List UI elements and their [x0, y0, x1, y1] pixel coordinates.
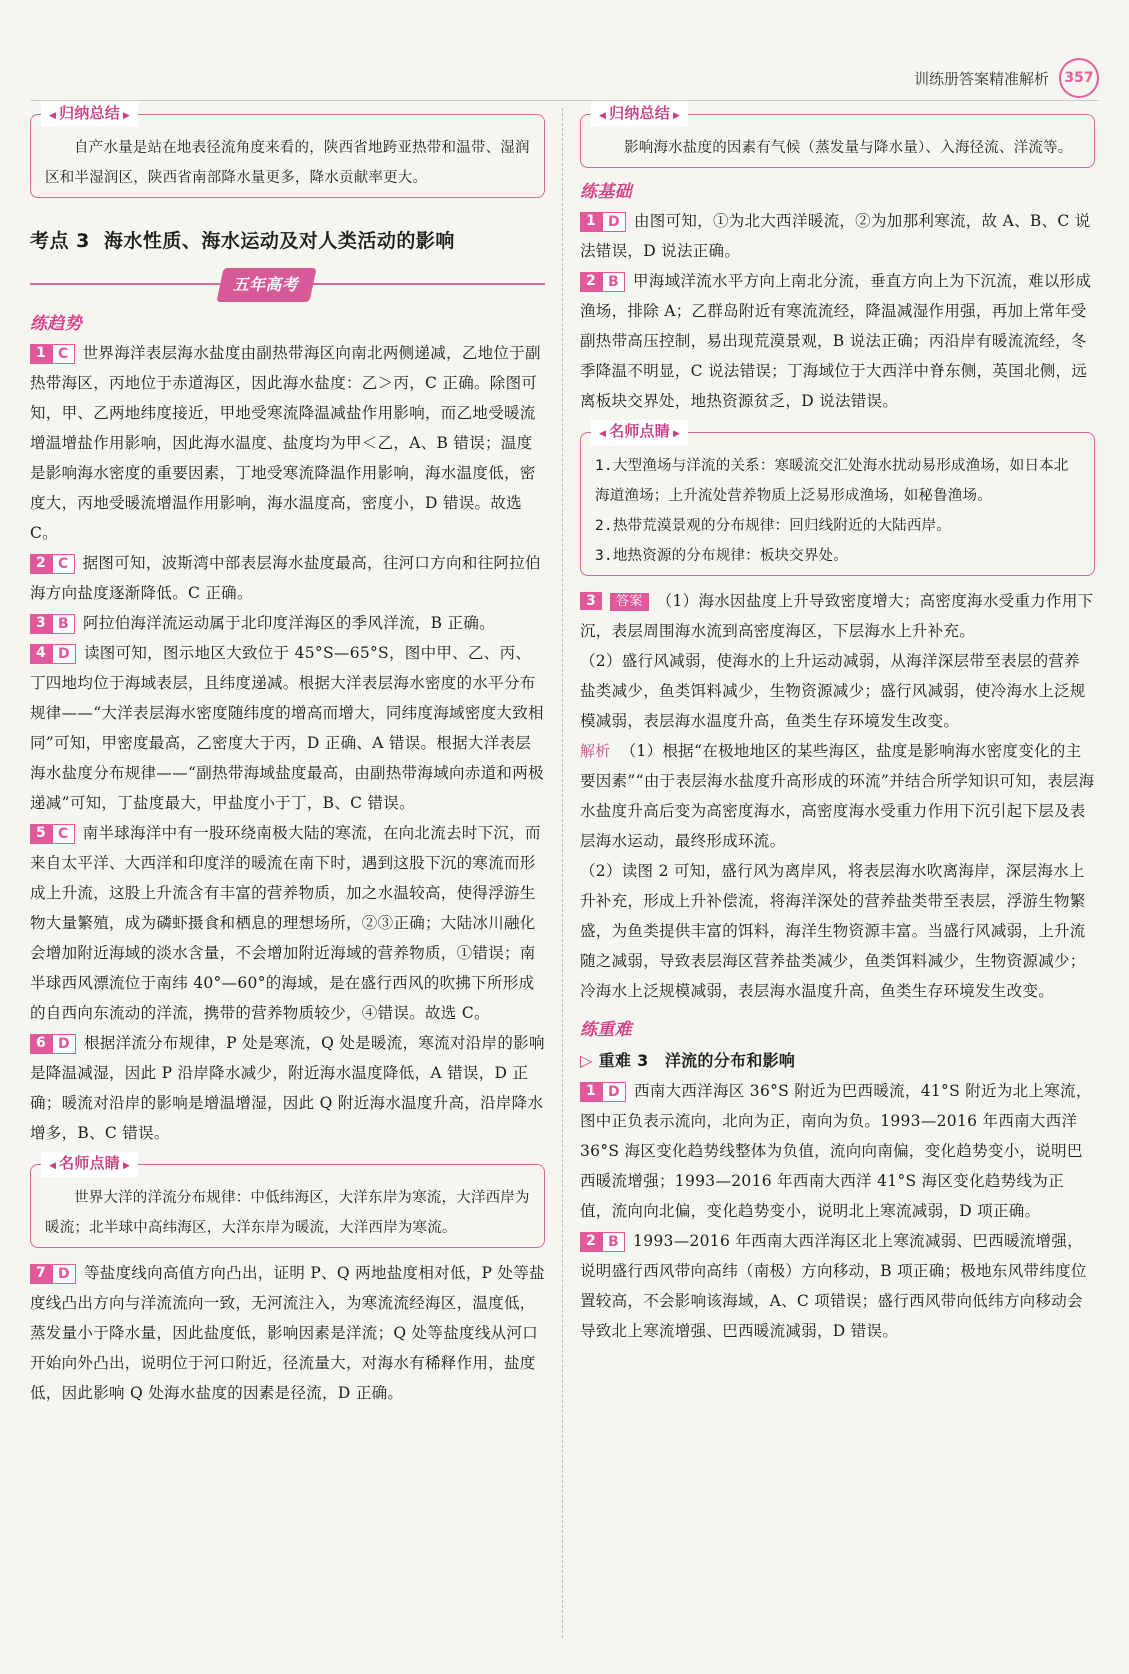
summary-box	[580, 104, 1095, 168]
subsection-band	[30, 266, 545, 300]
tip-box-title: ◀ 名师点睛 ▶	[41, 1152, 138, 1177]
tip-line: 3.地热资源的分布规律：板块交界处。	[595, 548, 849, 564]
question-badge: 6 D	[30, 1034, 76, 1054]
summary-box	[30, 104, 545, 198]
section-number: 考点 3	[30, 230, 90, 252]
answer-label: 答案	[610, 593, 649, 611]
question-badge: 2 B	[580, 1232, 625, 1252]
answer-item	[30, 638, 545, 818]
triangle-icon: ▷	[580, 1051, 593, 1070]
right-column	[580, 104, 1095, 1346]
subtopic-title: 重难 3 洋流的分布和影响	[598, 1051, 796, 1070]
answer-item	[580, 206, 1095, 266]
question-badge: 5 C	[30, 824, 75, 844]
answer-text: （1）海水因盐度上升导致密度增大；高密度海水受重力作用下沉，表层周围海水流到高密度海区，下层海水上升补充。	[580, 592, 1094, 640]
tip-box	[580, 422, 1095, 576]
answer-text: 甲海域洋流水平方向上南北分流，垂直方向上为下沉流，难以形成渔场，排除 A；乙群岛附近有寒流流经，降温减湿作用强，再加上常年受副热带高压控制，易出现荒漠景观，B 说法正确；丙沿岸有暖流流经，冬季降温不明显，C 说法错误；丁海域位于大西洋中脊东侧，英国北侧，远离板块交界处，地热资源贫乏，D 说法错误。	[580, 272, 1092, 410]
question-badge: 3	[580, 592, 602, 610]
page-header	[914, 58, 1099, 98]
column-divider	[562, 108, 563, 1638]
answer-text: 等盐度线向高值方向凸出，证明 P、Q 两地盐度相对低，P 处等盐度线凸出方向与洋流流向一致，无河流注入，为寒流流经海区，温度低，蒸发量小于降水量，因此盐度低，影响因素是洋流；Q 处等盐度线从河口开始向外凸出，说明位于河口附近，径流量大，对海水有稀释作用，盐度低，因此影响 Q 处海水盐度的因素是径流，D 正确。	[30, 1264, 545, 1402]
tip-box-title: ◀ 名师点睛 ▶	[591, 420, 688, 445]
analysis-label: 解析	[580, 742, 611, 760]
answer-item	[30, 1028, 545, 1148]
answer-text: 1993—2016 年西南大西洋海区北上寒流减弱、巴西暖流增强，说明盛行西风带向高纬（南极）方向移动，B 项正确；极地东风带纬度位置较高，不会影响该海域，A、C 项错误；盛行西风带向低纬方向移动会导致北上寒流增强、巴西暖流减弱，D 错误。	[580, 1232, 1087, 1340]
answer-item	[30, 1258, 545, 1408]
analysis-item	[580, 736, 1095, 856]
question-badge: 1 D	[580, 212, 626, 232]
summary-box-title: ◀ 归纳总结 ▶	[41, 102, 138, 127]
answer-item	[580, 1226, 1095, 1346]
answer-item	[580, 266, 1095, 416]
question-badge: 1 C	[30, 344, 75, 364]
question-badge: 2 B	[580, 272, 625, 292]
answer-item	[30, 338, 545, 548]
answer-item	[580, 1076, 1095, 1226]
tag-difficult: 练重难	[580, 1020, 632, 1040]
section-heading	[30, 226, 545, 256]
header-title: 训练册答案精准解析	[913, 69, 1049, 88]
answer-item	[580, 586, 1095, 646]
answer-text: 根据洋流分布规律，P 处是寒流，Q 处是暖流，寒流对沿岸的影响是降温减湿，因此 P 沿岸降水减少，附近海水温度降低，A 错误，D 正确；暖流对沿岸的影响是增温增湿，因此 Q 附近海水温度升高，沿岸降水增多，B、C 错误。	[30, 1034, 545, 1142]
tag-basic: 练基础	[580, 182, 632, 202]
tip-line: 1.大型渔场与洋流的关系：寒暖流交汇处海水扰动易形成渔场，如日本北海道渔场；上升流处营养物质上泛易形成渔场，如秘鲁渔场。	[595, 458, 1069, 504]
band-label: 五年高考	[216, 268, 316, 302]
question-badge: 3 B	[30, 614, 75, 634]
answer-text: 西南大西洋海区 36°S 附近为巴西暖流，41°S 附近为北上寒流，图中正负表示流向，北向为正，南向为负。1993—2016 年西南大西洋 36°S 海区变化趋势线整体为负值，流向向南偏，变化趋势变小，说明巴西暖流增强；1993—2016 年西南大西洋 41°S 海区变化趋势线为正值，流向向北偏，变化趋势变小，说明北上寒流减弱，D 项正确。	[580, 1082, 1092, 1220]
question-badge: 1 D	[580, 1082, 626, 1102]
answer-text: 世界海洋表层海水盐度由副热带海区向南北两侧递减，乙地位于副热带海区，丙地位于赤道海区，因此海水盐度：乙＞丙，C 正确。除图可知，甲、乙两地纬度接近，甲地受寒流降温减盐作用影响，而乙地受暖流增温增盐作用影响，因此海水温度、盐度均为甲＜乙，A、B 错误；温度是影响海水密度的重要因素，丁地受寒流降温作用影响，海水温度低，密度大，丙地受暖流增温作用影响，海水温度高，密度小，D 错误。故选 C。	[30, 344, 541, 542]
question-badge: 7 D	[30, 1264, 76, 1284]
summary-box-text: 自产水量是站在地表径流角度来看的，陕西省地跨亚热带和温带、湿润区和半湿润区，陕西省南部降水量更多，降水贡献率更大。	[45, 140, 530, 186]
section-title: 海水性质、海水运动及对人类活动的影响	[103, 230, 455, 252]
answer-item	[30, 608, 545, 638]
tip-box-text: 世界大洋的洋流分布规律：中低纬海区，大洋东岸为寒流，大洋西岸为暖流；北半球中高纬海区，大洋东岸为暖流，大洋西岸为寒流。	[45, 1190, 530, 1236]
header-rule	[30, 100, 1099, 101]
question-badge: 4 D	[30, 644, 76, 664]
tag-trend: 练趋势	[30, 314, 82, 334]
tip-line: 2.热带荒漠景观的分布规律：回归线附近的大陆西岸。	[595, 518, 951, 534]
answer-text: 据图可知，波斯湾中部表层海水盐度最高，往河口方向和往阿拉伯海方向盐度逐渐降低。C 正确。	[30, 554, 541, 602]
analysis-text-2: （2）读图 2 可知，盛行风为离岸风，将表层海水吹离海岸，深层海水上升补充，形成上升补偿流，将海洋深处的营养盐类带至表层，浮游生物繁盛，为鱼类提供丰富的饵料，海洋生物资源丰富。当盛行风减弱，上升流随之减弱，导致表层海区营养盐类减少，鱼类饵料减少，生物资源减少；冷海水上泛规模减弱，表层海水温度升高，鱼类生存环境发生改变。	[580, 862, 1086, 1000]
answer-text: 南半球海洋中有一股环绕南极大陆的寒流，在向北流去时下沉，而来自太平洋、大西洋和印度洋的暖流在南下时，遇到这股下沉的寒流而形成上升流，这股上升流含有丰富的营养物质，加之水温较高，使得浮游生物大量繁殖，成为磷虾摄食和栖息的理想场所，②③正确；大陆冰川融化会增加附近海域的淡水含量，不会增加附近海域的营养物质，①错误；南半球西风漂流位于南纬 40°—60°的海域，是在盛行西风的吹拂下所形成的自西向东流动的洋流，携带的营养物质较少，④错误。故选 C。	[30, 824, 541, 1022]
answer-item	[30, 548, 545, 608]
analysis-text: （1）根据“在极地地区的某些海区，盐度是影响海水密度变化的主要因素”“由于表层海水盐度升高形成的环流”并结合所学知识可知，表层海水盐度升高后变为高密度海水，高密度海水受重力作用下沉引起下层及表层海水运动，最终形成环流。	[580, 742, 1095, 850]
page-number: 357	[1059, 58, 1099, 98]
subtopic-heading	[580, 1046, 1095, 1076]
summary-box-title: ◀ 归纳总结 ▶	[591, 102, 688, 127]
answer-text-2: （2）盛行风减弱，使海水的上升运动减弱，从海洋深层带至表层的营养盐类减少，鱼类饵料减少，生物资源减少；盛行风减弱，使冷海水上泛规模减弱，表层海水温度升高，鱼类生存环境发生改变。	[580, 652, 1086, 730]
answer-text: 由图可知，①为北大西洋暖流，②为加那利寒流，故 A、B、C 说法错误，D 说法正确。	[580, 212, 1091, 260]
question-badge: 2 C	[30, 554, 75, 574]
summary-box-text: 影响海水盐度的因素有气候（蒸发量与降水量）、入海径流、洋流等。	[624, 140, 1073, 156]
left-column	[30, 104, 545, 1408]
answer-text: 阿拉伯海洋流运动属于北印度洋海区的季风洋流，B 正确。	[83, 614, 495, 632]
answer-item	[30, 818, 545, 1028]
answer-text: 读图可知，图示地区大致位于 45°S—65°S，图中甲、乙、丙、丁四地均位于海域表层，且纬度递减。根据大洋表层海水密度的水平分布规律——“大洋表层海水密度随纬度的增高而增大，同纬度海域密度大致相同”可知，甲密度最高，乙密度大于丙，D 正确、A 错误。根据大洋表层海水盐度分布规律——“副热带海域盐度最高，由副热带海域向赤道和两极递减”可知，丁盐度最大，甲盐度小于丁，B、C 错误。	[30, 644, 544, 812]
tip-box	[30, 1154, 545, 1248]
